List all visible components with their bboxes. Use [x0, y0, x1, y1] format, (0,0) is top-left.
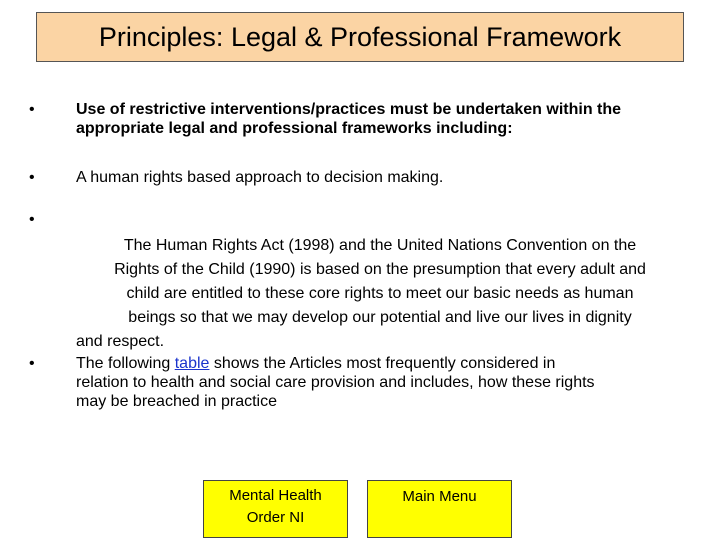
title-banner [36, 12, 684, 62]
bullet-marker: • [29, 169, 35, 186]
bullet-3-text: The Human Rights Act (1998) and the United Nations Convention on the Rights of the Child (1990) is based on the presumption that every adult and child are entitled to these core rights to meet our basic needs as human beings so that we may develop our potential and live our lives in dignity and respect. [76, 237, 646, 350]
bullet-4-text: The following table shows the Articles most frequently considered in relation to health and social care provision and includes, how these rights may be breached in practice [76, 355, 595, 410]
bullet-1-text: Use of restrictive interventions/practices must be undertaken within the appropriate legal and professional frameworks including: [76, 101, 622, 137]
mental-health-order-button[interactable]: Mental Health Order NI [203, 480, 348, 538]
bullet-marker: • [29, 211, 35, 228]
main-menu-button[interactable]: Main Menu [367, 480, 512, 538]
bullet-marker: • [29, 101, 35, 118]
table-link[interactable]: table [174, 355, 210, 372]
bullet-2-text: A human rights based approach to decision making. [76, 169, 444, 186]
page-title: Principles: Legal & Professional Framework [98, 21, 622, 52]
bullet-marker: • [29, 355, 35, 372]
